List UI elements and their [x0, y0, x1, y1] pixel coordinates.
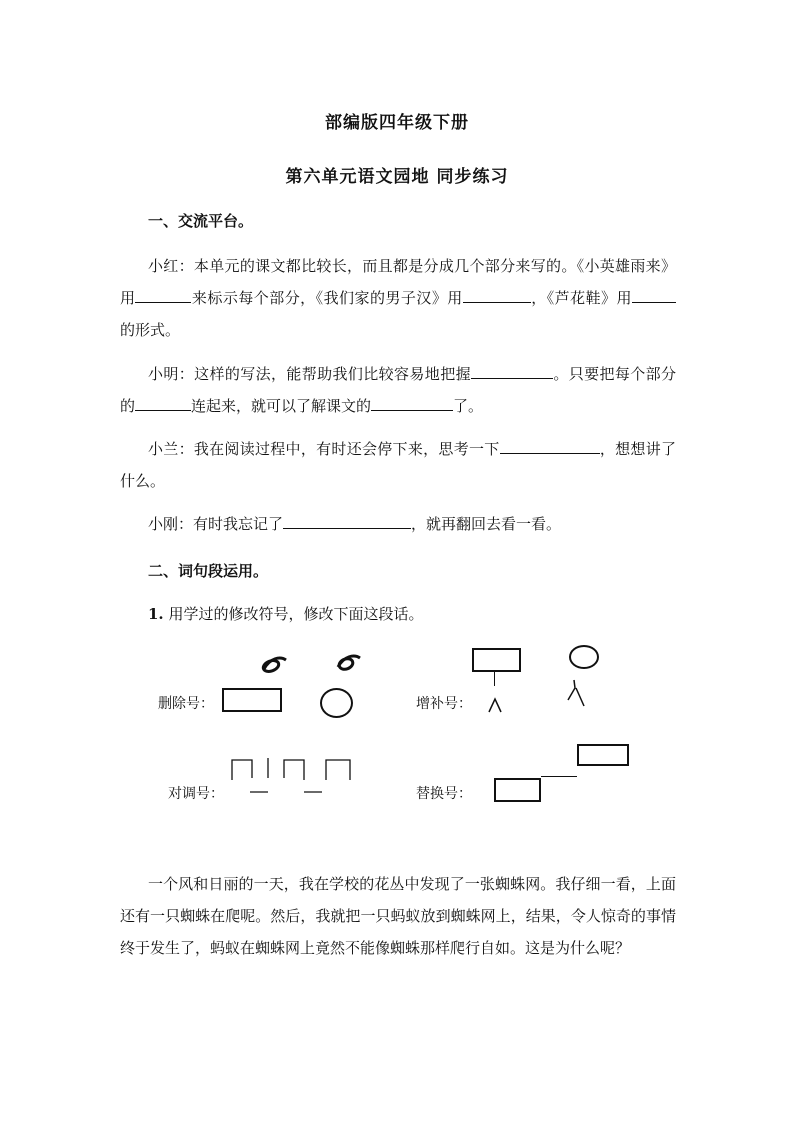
p3-text-a: 小兰：我在阅读过程中，有时还会停下来，思考一下 — [148, 440, 500, 458]
replace-mark-rectangle — [494, 778, 541, 802]
p2-text-b: 。只要把每个部分的 — [120, 365, 676, 415]
replace-mark-label: 替换号： — [416, 786, 472, 802]
paragraph-xiaolan — [120, 433, 676, 497]
replace-mark-connector — [541, 776, 577, 777]
delete-mark-label: 删除号： — [158, 696, 214, 712]
p2-text-c: 连起来，就可以了解课文的 — [191, 397, 372, 415]
section2-heading: 二、词句段运用。 — [148, 562, 269, 580]
delete-mark-rectangle — [222, 688, 282, 712]
insert-mark-rectangle — [472, 648, 521, 672]
insert-mark-circle — [569, 645, 599, 669]
delete-mark-circle — [320, 688, 353, 718]
fill-blank[interactable] — [471, 360, 553, 379]
replace-mark-target-rectangle — [577, 744, 629, 766]
paragraph-xiaogang — [120, 508, 676, 540]
fill-blank[interactable] — [463, 284, 531, 303]
p1-text-c: ，《芦花鞋》用 — [530, 289, 632, 307]
p3-text-b: ，想想讲了什么。 — [120, 440, 676, 490]
fill-blank[interactable] — [135, 284, 191, 303]
question-number: 1. — [148, 605, 164, 623]
p4-text-b: ，就再翻回去看一看。 — [411, 515, 562, 533]
insert-caret-icon — [564, 676, 588, 710]
p2-text-a: 小明：这样的写法，能帮助我们比较容易地把握 — [148, 365, 471, 383]
fill-blank[interactable] — [632, 284, 676, 303]
passage-paragraph: 一个风和日丽的一天，我在学校的花丛中发现了一张蜘蛛网。我仔细一看，上面还有一只蜘蛛在爬呢。然后，我就把一只蚂蚁放到蜘蛛网上，结果，令人惊奇的事情终于发生了，蚂蚁在蜘蛛网上竟然不能像蜘蛛那样爬行自如。这是为什么呢？ — [120, 875, 676, 957]
p1-text-a: 小红：本单元的课文都比较长，而且都是分成几个部分来写的。《小英雄雨来》用 — [120, 257, 676, 307]
fill-blank[interactable] — [283, 510, 411, 529]
p1-text-d: 的形式。 — [120, 321, 181, 339]
document-title: 部编版四年级下册 — [325, 113, 469, 133]
delete-loop-icon — [256, 652, 290, 676]
question-1 — [148, 603, 423, 624]
insert-mark-label: 增补号： — [416, 696, 472, 712]
swap-mark-label: 对调号： — [168, 786, 224, 802]
section1-heading: 一、交流平台。 — [148, 212, 254, 230]
p1-text-b: 来标示每个部分，《我们家的男子汉》用 — [191, 289, 463, 307]
p2-text-d: 了。 — [453, 397, 484, 415]
fill-blank[interactable] — [135, 392, 191, 411]
fill-blank[interactable] — [500, 435, 600, 454]
insert-mark-stem — [494, 672, 495, 686]
question-text: 用学过的修改符号，修改下面这段话。 — [168, 605, 424, 623]
delete-loop-icon — [332, 650, 364, 674]
swap-mark-icon — [226, 756, 358, 800]
paragraph-xiaoming — [120, 358, 676, 422]
fill-blank[interactable] — [371, 392, 453, 411]
insert-caret-icon — [486, 696, 504, 714]
document-subtitle: 第六单元语文园地 同步练习 — [285, 167, 509, 187]
paragraph-xiaohong — [120, 250, 676, 346]
p4-text-a: 小刚：有时我忘记了 — [148, 515, 284, 533]
